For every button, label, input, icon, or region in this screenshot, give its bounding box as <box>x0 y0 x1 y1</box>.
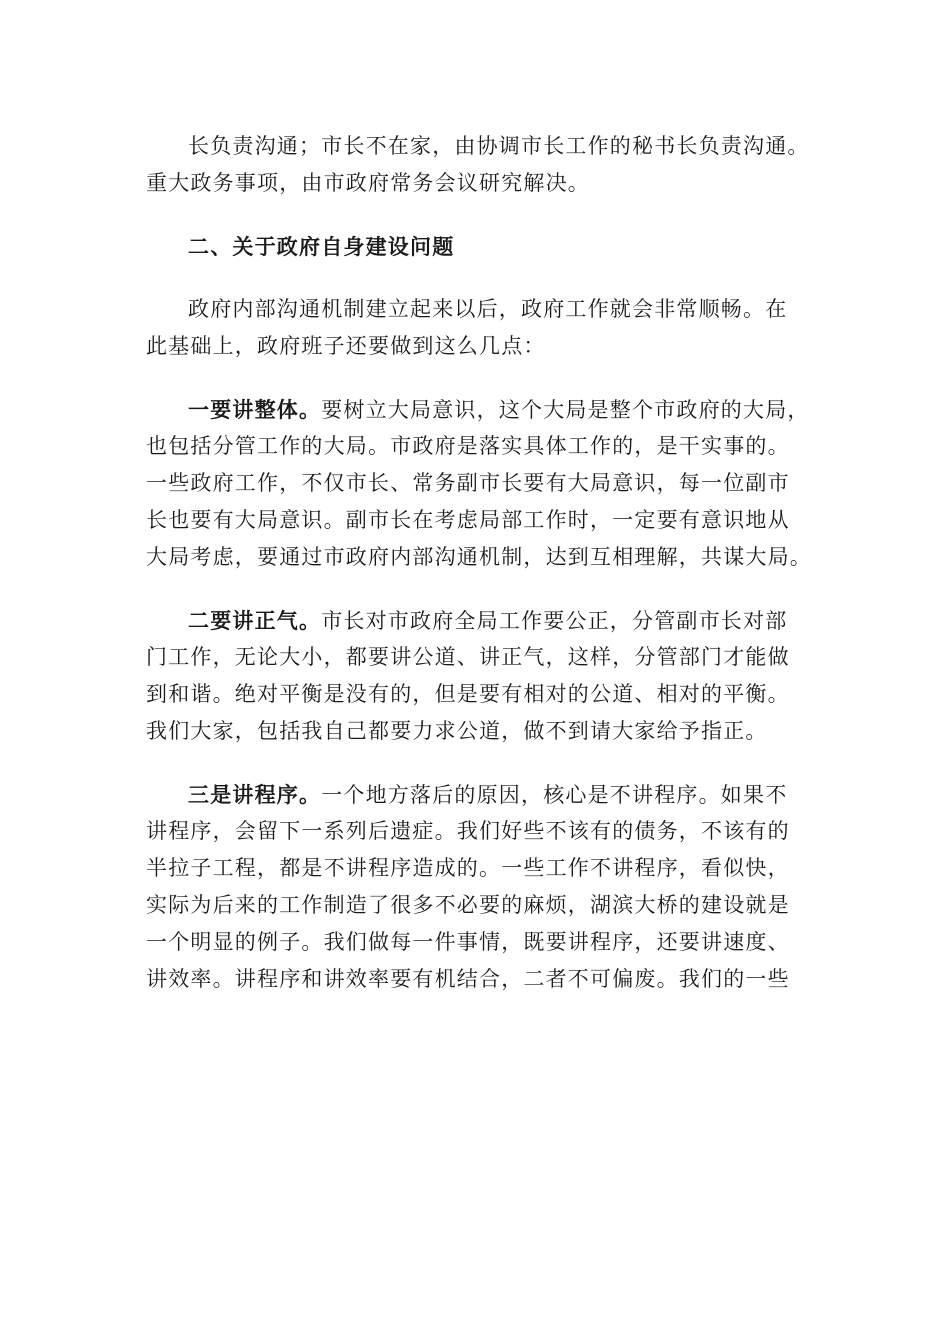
paragraph-2-line-2: 此基础上，政府班子还要做到这么几点： <box>146 334 546 358</box>
paragraph-5-line-1 <box>146 776 826 813</box>
paragraph-3-line-1 <box>146 391 826 428</box>
document-body <box>146 128 826 998</box>
paragraph-5-line-2: 讲程序，会留下一系列后遗症。我们好些不该有的债务，不该有的 <box>146 819 790 843</box>
paragraph-3-lead: 一要讲整体。 <box>188 397 322 422</box>
paragraph-5-line-3: 半拉子工程，都是不讲程序造成的。一些工作不讲程序，看似快， <box>146 856 790 880</box>
paragraph-3-line-1-rest: 要树立大局意识，这个大局是整个市政府的大局， <box>321 398 810 422</box>
paragraph-4-line-3: 到和谐。绝对平衡是没有的，但是要有相对的公道、相对的平衡。 <box>146 682 790 706</box>
paragraph-4-line-1 <box>146 602 826 639</box>
paragraph-5-line-1-rest: 一个地方落后的原因，核心是不讲程序。如果不 <box>321 783 788 807</box>
paragraph-3-line-2: 也包括分管工作的大局。市政府是落实具体工作的，是干实事的。 <box>146 434 790 458</box>
paragraph-1-line-2: 重大政务事项，由市政府常务会议研究解决。 <box>146 171 590 195</box>
paragraph-5-line-4: 实际为后来的工作制造了很多不必要的麻烦，湖滨大桥的建设就是 <box>146 893 790 917</box>
paragraph-1-line-1: 长负责沟通；市长不在家，由协调市长工作的秘书长负责沟通。 <box>188 134 810 158</box>
paragraph-4-line-4: 我们大家，包括我自己都要力求公道，做不到请大家给予指正。 <box>146 719 768 743</box>
paragraph-5-line-6: 讲效率。讲程序和讲效率要有机结合，二者不可偏废。我们的一些 <box>146 967 790 991</box>
paragraph-4-lead: 二要讲正气。 <box>188 608 322 633</box>
paragraph-5-line-5: 一个明显的例子。我们做每一件事情，既要讲程序，还要讲速度、 <box>146 930 790 954</box>
paragraph-4-line-2: 门工作，无论大小，都要讲公道、讲正气，这样，分管部门才能做 <box>146 645 790 669</box>
section-heading-2: 二、关于政府自身建设问题 <box>188 234 455 259</box>
paragraph-4-line-1-rest: 市长对市政府全局工作要公正，分管副市长对部 <box>321 609 788 633</box>
paragraph-3-line-3: 一些政府工作，不仅市长、常务副市长要有大局意识，每一位副市 <box>146 471 790 495</box>
paragraph-3-line-5: 大局考虑，要通过市政府内部沟通机制，达到互相理解，共谋大局。 <box>146 545 812 569</box>
paragraph-5-lead: 三是讲程序。 <box>188 782 322 807</box>
paragraph-3-line-4: 长也要有大局意识。副市长在考虑局部工作时，一定要有意识地从 <box>146 508 790 532</box>
paragraph-2-line-1: 政府内部沟通机制建立起来以后，政府工作就会非常顺畅。在 <box>188 297 788 321</box>
